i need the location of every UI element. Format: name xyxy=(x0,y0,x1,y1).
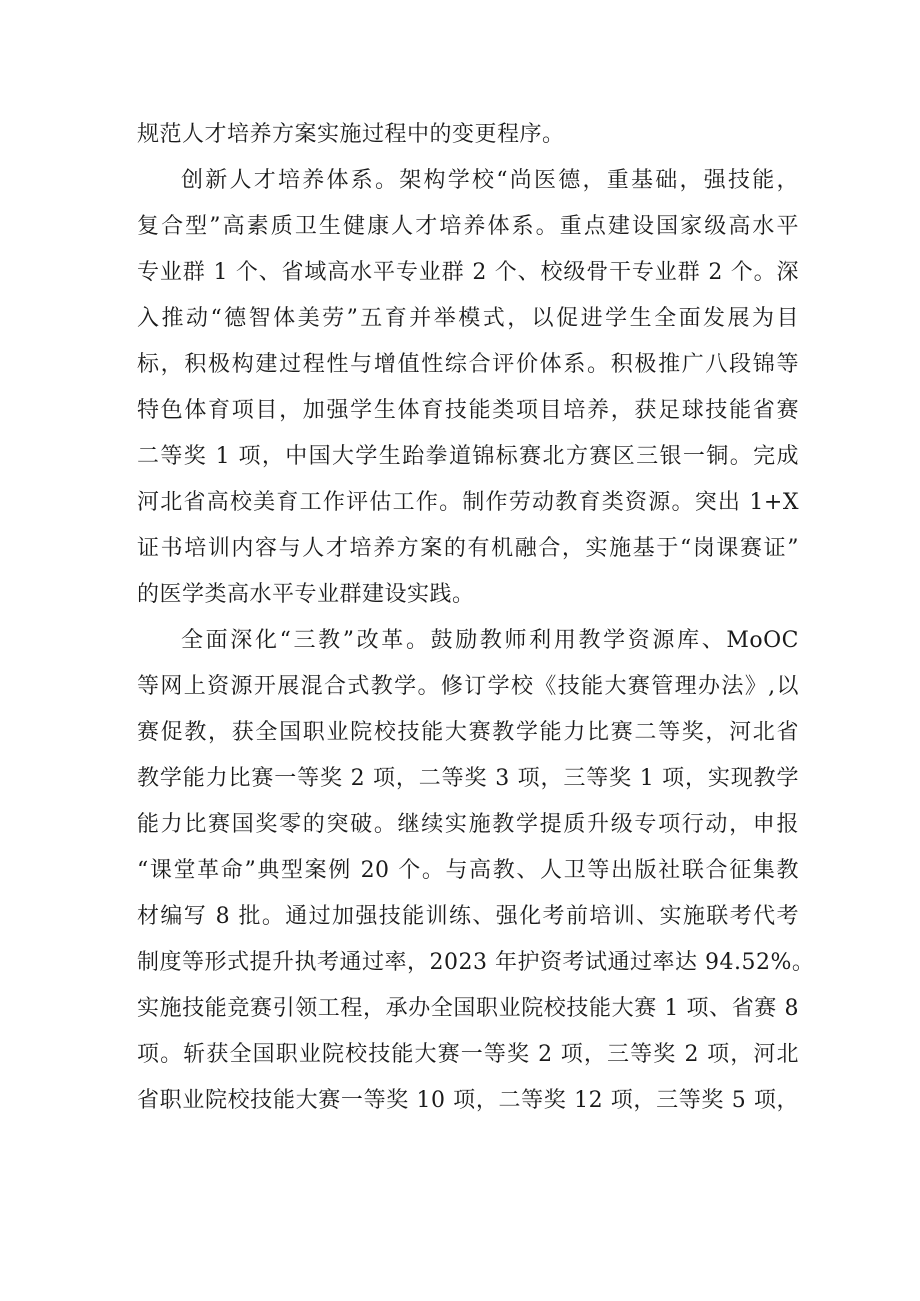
text-line: 材编写 8 批。通过加强技能训练、强化考前培训、实施联考代考 xyxy=(137,904,799,929)
text-line: 规范人才培养方案实施过程中的变更程序。 xyxy=(137,122,565,147)
document-body xyxy=(137,112,815,1124)
text-line: 创新人才培养体系。架构学校“尚医德，重基础，强技能， xyxy=(181,168,799,193)
text-line: 实施技能竞赛引领工程，承办全国职业院校技能大赛 1 项、省赛 8 xyxy=(137,996,799,1021)
text-line: 制度等形式提升执考通过率，2023 年护资考试通过率达 94.52%。 xyxy=(137,950,815,975)
text-line: 复合型”高素质卫生健康人才培养体系。重点建设国家级高水平 xyxy=(137,214,799,239)
text-line: 入推动“德智体美劳”五育并举模式，以促进学生全面发展为目 xyxy=(137,306,799,331)
text-line: “课堂革命”典型案例 20 个。与高教、人卫等出版社联合征集教 xyxy=(137,858,799,883)
text-line: 教学能力比赛一等奖 2 项，二等奖 3 项，三等奖 1 项，实现教学 xyxy=(137,766,799,791)
text-line: 等网上资源开展混合式教学。修订学校《技能大赛管理办法》,以 xyxy=(137,674,799,699)
text-line: 证书培训内容与人才培养方案的有机融合，实施基于“岗课赛证” xyxy=(137,536,799,561)
text-line: 赛促教，获全国职业院校技能大赛教学能力比赛二等奖，河北省 xyxy=(137,720,799,745)
text-line: 河北省高校美育工作评估工作。制作劳动教育类资源。突出 1+X xyxy=(137,490,799,515)
text-line: 专业群 1 个、省域高水平专业群 2 个、校级骨干专业群 2 个。深 xyxy=(137,260,799,285)
text-line: 能力比赛国奖零的突破。继续实施教学提质升级专项行动，申报 xyxy=(137,812,799,837)
text-line: 省职业院校技能大赛一等奖 10 项，二等奖 12 项，三等奖 5 项， xyxy=(137,1088,799,1113)
text-line: 二等奖 1 项，中国大学生跆拳道锦标赛北方赛区三银一铜。完成 xyxy=(137,444,799,469)
text-line: 的医学类高水平专业群建设实践。 xyxy=(137,582,475,607)
text-line: 标，积极构建过程性与增值性综合评价体系。积极推广八段锦等 xyxy=(137,352,799,377)
text-line: 特色体育项目，加强学生体育技能类项目培养，获足球技能省赛 xyxy=(137,398,799,423)
text-line: 全面深化“三教”改革。鼓励教师利用教学资源库、MoOC xyxy=(181,628,799,653)
text-line: 项。斩获全国职业院校技能大赛一等奖 2 项，三等奖 2 项，河北 xyxy=(137,1042,799,1067)
